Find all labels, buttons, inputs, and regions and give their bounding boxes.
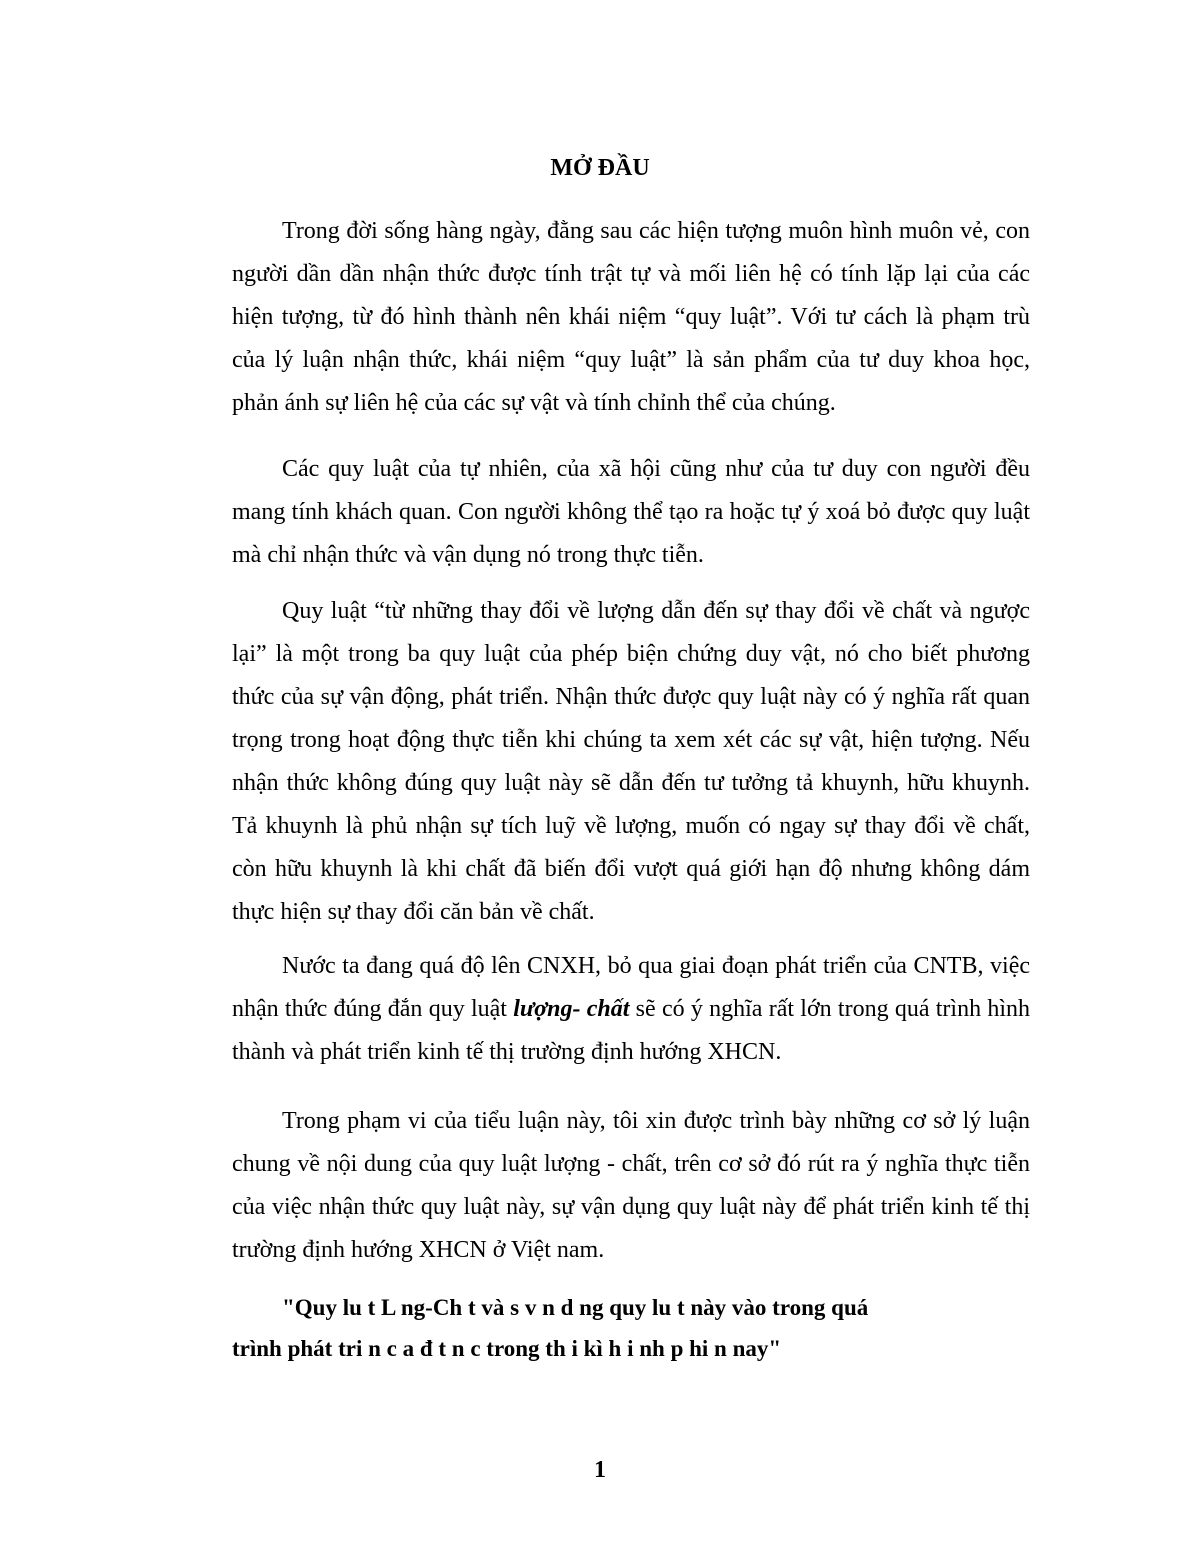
- paragraph-objective-laws: Các quy luật của tự nhiên, của xã hội cũng như của tư duy con người đều mang tính khách quan. Con người không thể tạo ra hoặc tự ý xoá bỏ được quy luật mà chỉ nhận thức và vận dụng nó trong thực tiễn.: [232, 456, 1030, 568]
- page-title: MỞ ĐẦU: [550, 155, 650, 181]
- essay-topic-line-1: "Quy lu t L ng-Ch t và s v n d ng quy lu t này vào trong quá: [282, 1295, 869, 1320]
- paragraph-intro: Trong đời sống hàng ngày, đằng sau các hiện tượng muôn hình muôn vẻ, con người dần dần nhận thức được tính trật tự và mối liên hệ có tính lặp lại của các hiện tượng, từ đó hình thành nên khái niệm “quy luật”. Với tư cách là phạm trù của lý luận nhận thức, khái niệm “quy luật” là sản phẩm của tư duy khoa học, phản ánh sự liên hệ của các sự vật và tính chỉnh thể của chúng.: [232, 218, 1030, 416]
- essay-topic: [232, 1287, 1030, 1369]
- paragraph-vietnam-transition: [232, 945, 1030, 1074]
- paragraph-quantity-quality-law: Quy luật “từ những thay đổi về lượng dẫn đến sự thay đổi về chất và ngược lại” là một trong ba quy luật của phép biện chứng duy vật, nó cho biết phương thức của sự vận động, phát triển. Nhận thức được quy luật này có ý nghĩa rất quan trọng trong hoạt động thực tiễn khi chúng ta xem xét các sự vật, hiện tượng. Nếu nhận thức không đúng quy luật này sẽ dẫn đến tư tưởng tả khuynh, hữu khuynh. Tả khuynh là phủ nhận sự tích luỹ về lượng, muốn có ngay sự thay đổi về chất, còn hữu khuynh là khi chất đã biến đổi vượt quá giới hạn độ nhưng không dám thực hiện sự thay đổi căn bản về chất.: [232, 598, 1030, 925]
- emphasis-luong-chat: lượng- chất: [513, 996, 630, 1022]
- page-number: 1: [594, 1457, 606, 1483]
- paragraph-4-text-before: Nước ta đang quá độ lên CNXH, bỏ qua giai đoạn phát triển của CNTB, việc nhận thức đúng đắn quy luật: [232, 953, 1030, 1022]
- paragraph-4-text-after: sẽ có ý nghĩa rất lớn trong quá trình hình thành và phát triển kinh tế thị trường định hướng XHCN.: [232, 996, 1031, 1065]
- paragraph-essay-scope: Trong phạm vi của tiểu luận này, tôi xin được trình bày những cơ sở lý luận chung về nội dung của quy luật lượng - chất, trên cơ sở đó rút ra ý nghĩa thực tiễn của việc nhận thức quy luật này, sự vận dụng quy luật này để phát triển kinh tế thị trường định hướng XHCN ở Việt nam.: [232, 1108, 1030, 1263]
- essay-topic-line-2: trình phát tri n c a đ t n c trong th i kì h i nh p hi n nay": [232, 1336, 782, 1361]
